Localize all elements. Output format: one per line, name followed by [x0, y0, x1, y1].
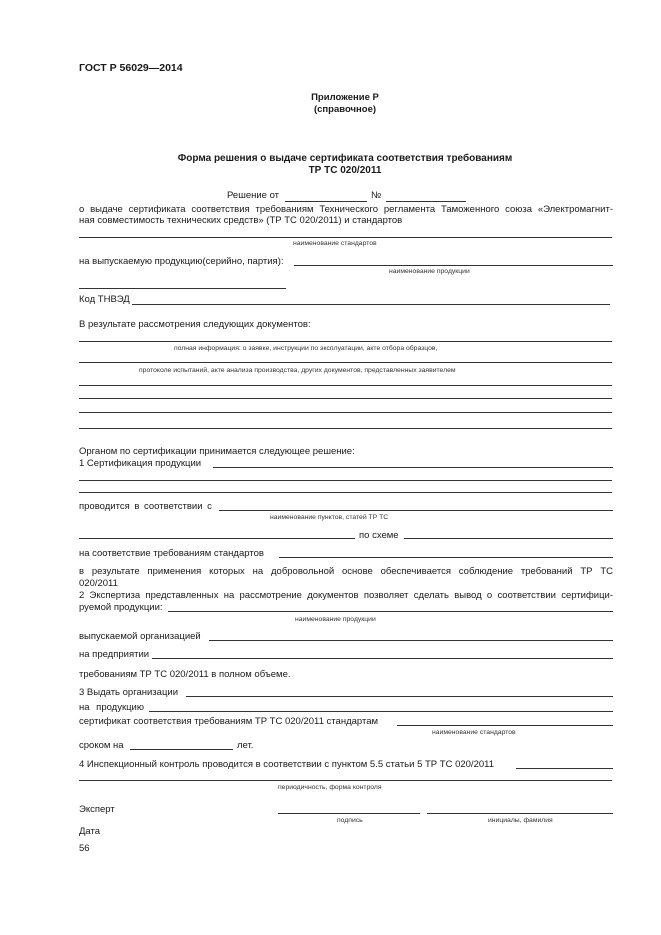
- appendix-title: Приложение Р: [311, 92, 379, 103]
- item4-text: 4 Инспекционный контроль проводится в соответствии с пунктом 5.5 статьи 5 ТР ТС 020/2011: [79, 759, 494, 770]
- item1-line[interactable]: [213, 467, 613, 468]
- products-label: на выпускаемую продукцию(серийно, партия):: [79, 256, 284, 267]
- item3-line[interactable]: [186, 696, 613, 697]
- voluntary-text: в результате применения которых на добровольной основе обеспечивается соблюдение требований ТР ТС: [79, 566, 613, 577]
- certificate-line[interactable]: [397, 725, 613, 726]
- tnved-label: Код ТНВЭД: [79, 294, 130, 305]
- hint-standards-2: наименование стандартов: [432, 729, 516, 736]
- on-product-label: на продукцию: [79, 702, 144, 713]
- docs-line-6[interactable]: [79, 428, 612, 429]
- full-volume-text: требованиям ТР ТС 020/2011 в полном объеме.: [79, 669, 291, 680]
- intro-text: о выдаче сертификата соответствия требованиям Технического регламента Таможенного союза «Электромагнит-: [79, 204, 613, 215]
- review-label: В результате рассмотрения следующих документов:: [79, 319, 311, 330]
- hint-products: наименование продукции: [389, 268, 470, 275]
- decision-intro: Органом по сертификации принимается следующее решение:: [79, 446, 355, 457]
- scheme-line[interactable]: [404, 538, 613, 539]
- expert-label: Эксперт: [79, 804, 115, 815]
- conducted-label: проводится в соответствии с: [79, 501, 212, 512]
- decision-date-line[interactable]: [285, 201, 367, 202]
- years-label: лет.: [237, 740, 254, 751]
- docs-line-5[interactable]: [79, 412, 612, 413]
- hint-initials: инициалы, фамилия: [488, 817, 553, 824]
- hint-clauses: наименование пунктов, статей ТР ТС: [270, 514, 389, 521]
- products-line[interactable]: [294, 265, 613, 266]
- standards-compliance-line[interactable]: [279, 557, 613, 558]
- hint-control: периодичность, форма контроля: [278, 784, 382, 791]
- docs-line-1[interactable]: [79, 341, 612, 342]
- hint-products-2: наименование продукции: [295, 616, 376, 623]
- item2-text-cont: руемой продукции:: [79, 602, 163, 613]
- tnved-line[interactable]: [132, 304, 610, 305]
- item1-label: 1 Сертификация продукции: [79, 458, 202, 469]
- term-line[interactable]: [130, 749, 233, 750]
- voluntary-text-cont: 020/2011: [79, 578, 118, 589]
- form-title-regulation: ТР ТС 020/2011: [308, 165, 382, 176]
- standards-line[interactable]: [79, 237, 612, 238]
- enterprise-label: на предприятии: [79, 649, 150, 660]
- decision-number-line[interactable]: [386, 201, 466, 202]
- hint-standards: наименование стандартов: [293, 240, 377, 247]
- docs-line-3[interactable]: [79, 385, 612, 386]
- conducted-line-2[interactable]: [79, 538, 355, 539]
- item1-line-2[interactable]: [79, 480, 612, 481]
- item3-label: 3 Выдать организации: [79, 687, 178, 698]
- signature-line[interactable]: [278, 813, 420, 814]
- enterprise-line[interactable]: [152, 658, 613, 659]
- docs-line-2[interactable]: [79, 362, 612, 363]
- docs-line-4[interactable]: [79, 398, 612, 399]
- item1-line-3[interactable]: [79, 492, 612, 493]
- produced-by-line[interactable]: [209, 640, 613, 641]
- standards-compliance-label: на соответствие требованиям стандартов: [79, 548, 264, 559]
- scheme-label: по схеме: [359, 530, 399, 541]
- document-header: ГОСТ Р 56029—2014: [79, 62, 183, 74]
- produced-by-label: выпускаемой организацией: [79, 631, 201, 642]
- on-product-line[interactable]: [149, 711, 613, 712]
- date-label: Дата: [79, 826, 101, 837]
- intro-text-cont: ная совместимость технических средств» (ТР ТС 020/2011) и стандартов: [79, 215, 403, 226]
- number-sign: №: [371, 190, 382, 201]
- decision-from-label: Решение от: [227, 190, 280, 201]
- hint-signature: подпись: [337, 817, 363, 824]
- hint-docs-1: полная информация: о заявке, инструкции по эксплуатации, акте отбора образцов,: [174, 345, 438, 352]
- item2-line[interactable]: [168, 611, 613, 612]
- hint-docs-2: протоколе испытаний, акте анализа производства, других документов, представленных заявителем: [139, 367, 456, 374]
- products-line-2[interactable]: [79, 288, 286, 289]
- item4-line[interactable]: [516, 768, 613, 769]
- term-label: сроком на: [79, 740, 124, 751]
- item2-text: 2 Экспертиза представленных на рассмотрение документов позволяет сделать вывод о соответствии сертифици-: [79, 590, 613, 601]
- conducted-line[interactable]: [219, 510, 613, 511]
- control-line[interactable]: [79, 780, 612, 781]
- appendix-subtitle: (справочное): [313, 104, 377, 115]
- certificate-label: сертификат соответствия требованиям ТР ТС 020/2011 стандартам: [79, 716, 379, 727]
- page-number: 56: [79, 843, 90, 854]
- initials-line[interactable]: [427, 813, 613, 814]
- form-title: Форма решения о выдаче сертификата соответствия требованиям: [177, 153, 513, 164]
